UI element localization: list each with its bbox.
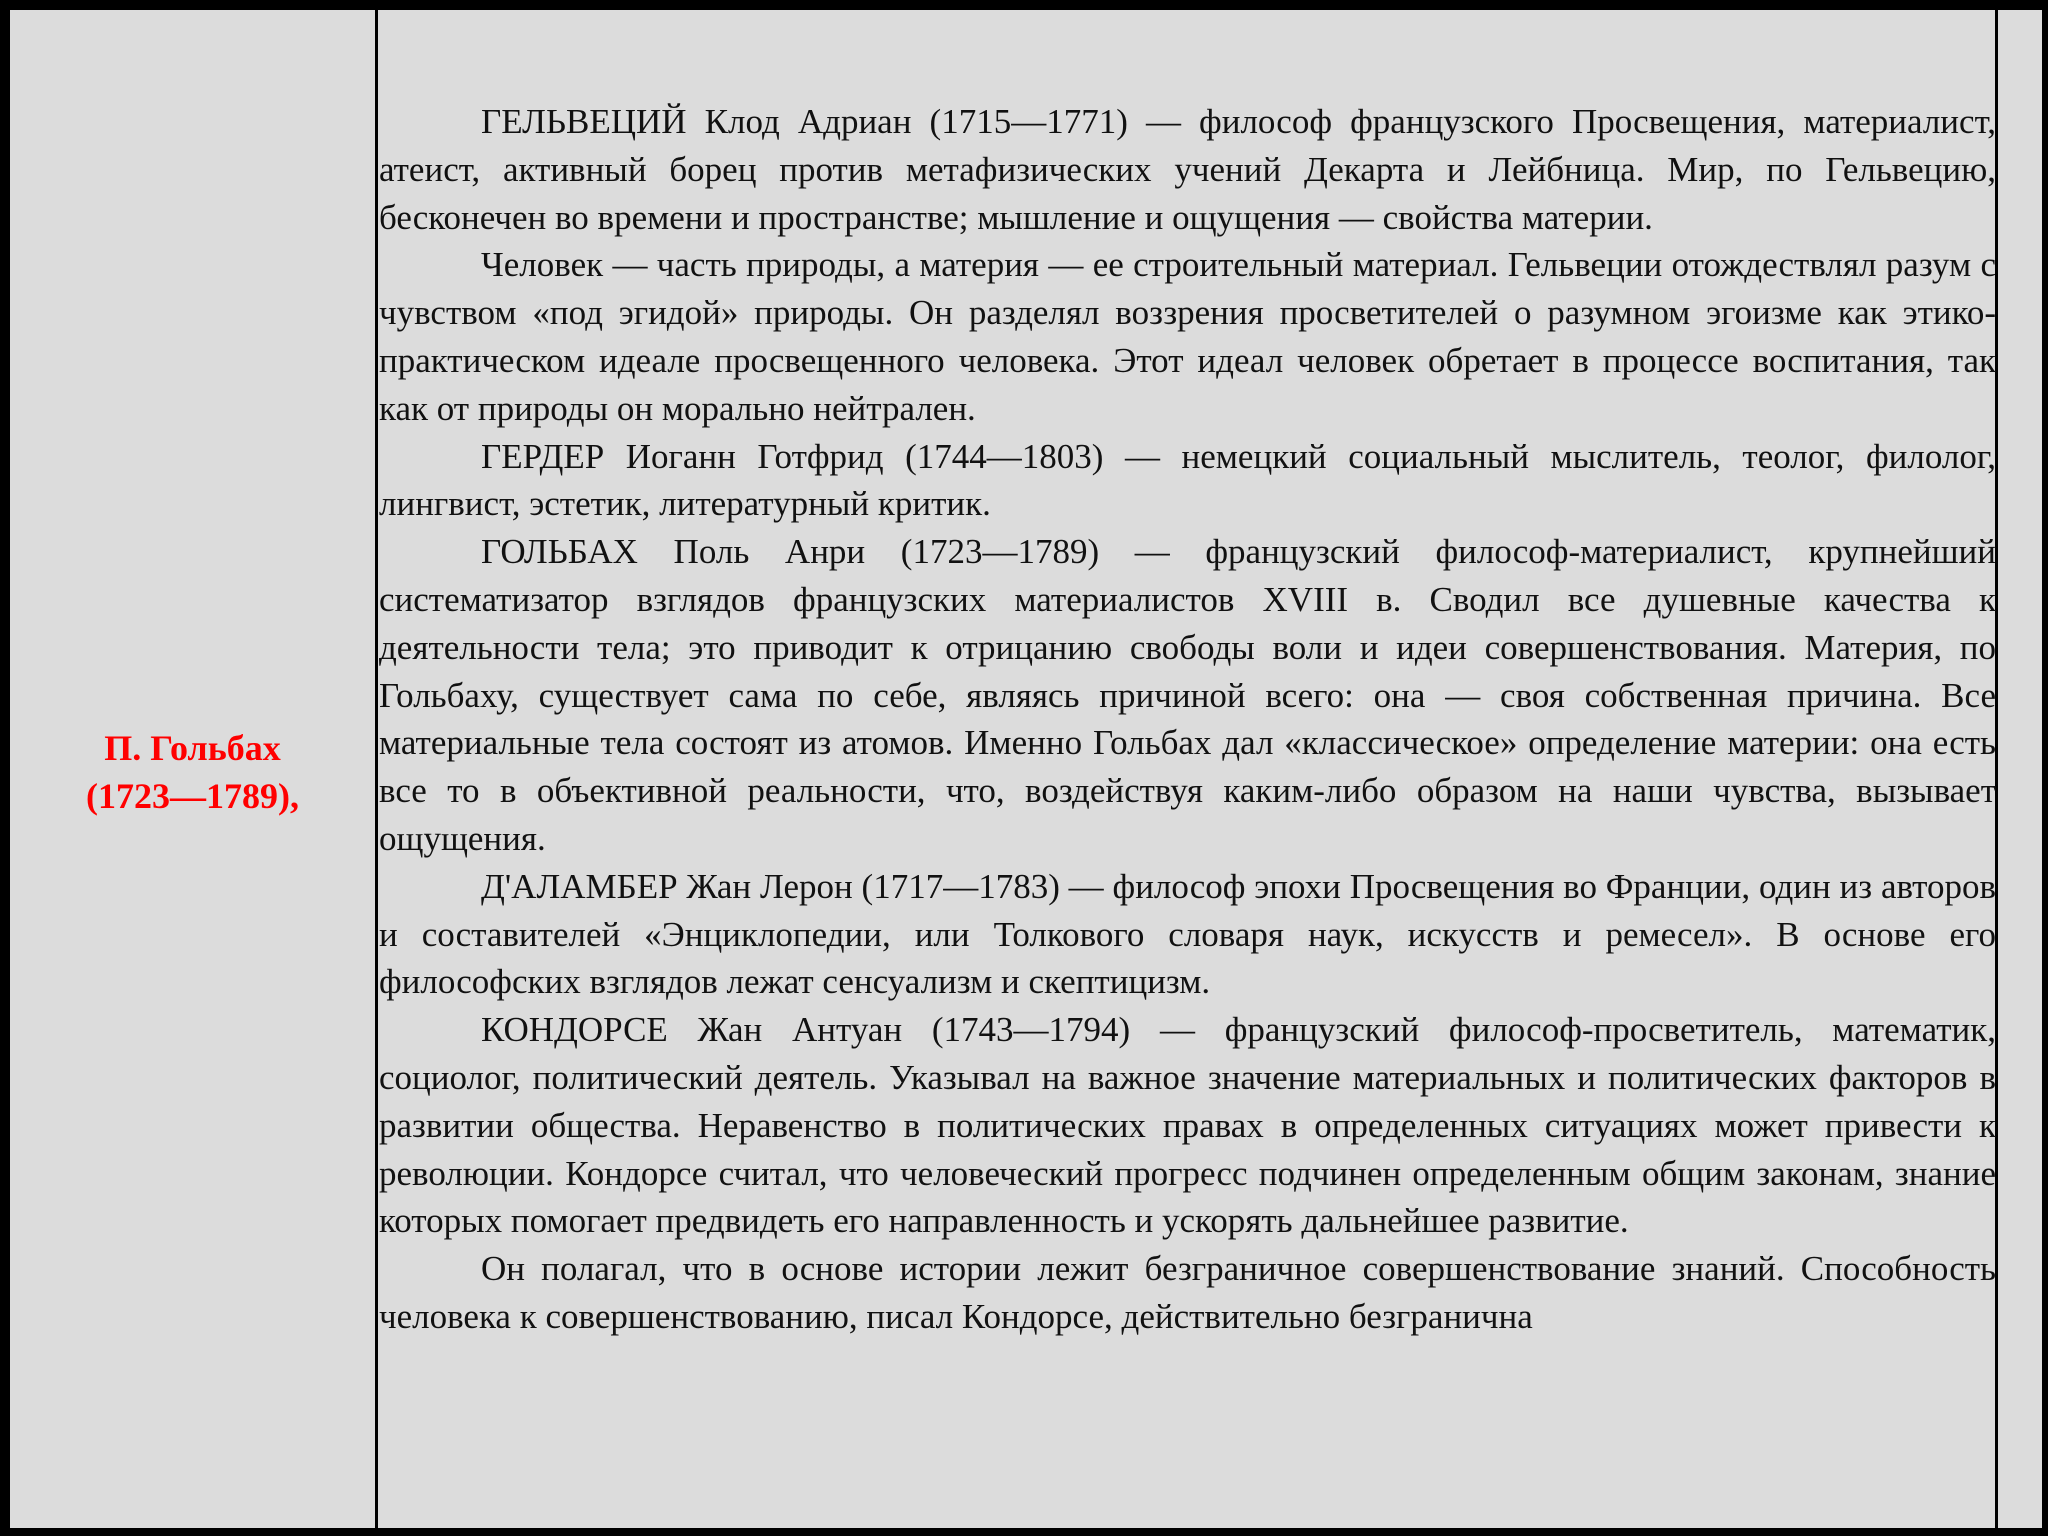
text-cell [379, 98, 1996, 1341]
paragraph-herder: ГЕРДЕР Иоганн Готфрид (1744—1803) — немецкий социальный мыслитель, теолог, филолог, лингвист, эстетик, литературный критик. [379, 436, 1996, 524]
paragraph-condorcet-progress: Он полагал, что в основе истории лежит безграничное совершенствование знаний. Способность человека к совершенствованию, писал Кондорсе, действительно безгранична [379, 1249, 1996, 1336]
paragraph-helvetius: ГЕЛЬВЕЦИЙ Клод Адриан (1715—1771) — философ французского Просвещения, материалист, атеист, активный борец против метафизических учений Декарта и Лейбница. Мир, по Гельвецию, бесконечен во времени и пространстве; мышление и ощущения — свойства материи. [379, 102, 1996, 237]
philosopher-name [86, 724, 299, 820]
paragraph-condorcet: КОНДОРСЕ Жан Антуан (1743—1794) — французский философ-просветитель, математик, социолог, политический деятель. Указывал на важное значение материальных и политических факторов в развитии общества. Неравенство в политических правах в определенных ситуациях может привести к революции. Кондорсе считал, что человеческий прогресс подчинен определенным общим законам, знание которых помогает предвидеть его направленность и ускорять дальнейшее развитие. [379, 1010, 1996, 1241]
paragraph-helvetius-human: Человек — часть природы, а материя — ее строительный материал. Гельвеции отождествлял разум с чувством «под эгидой» природы. Он разделял воззрения просветителей о разумном эгоизме как этико-практическом идеале просвещенного человека. Этот идеал человек обретает в процессе воспитания, так как от природы он морально нейтрален. [379, 245, 1996, 428]
name-cell [10, 10, 375, 1528]
philosopher-name-line1: П. Гольбах [104, 728, 281, 768]
philosopher-name-line2: (1723—1789), [86, 776, 299, 816]
column-divider-left [375, 10, 378, 1528]
paragraph-holbach: ГОЛЬБАХ Поль Анри (1723—1789) — французский философ-материалист, крупнейший систематизатор взглядов французских материалистов XVIII в. Сводил все душевные качества к деятельности тела; это приводит к отрицанию свободы воли и идеи совершенствования. Материя, по Гольбаху, существует сама по себе, являясь причиной всего: она — своя собственная причина. Все материальные тела состоят из атомов. Именно Гольбах дал «классическое» определение материи: она есть все то в объективной реальности, что, воздействуя каким-либо образом на наши чувства, вызывает ощущения. [379, 532, 1996, 858]
paragraph-dalembert: Д'АЛАМБЕР Жан Лерон (1717—1783) — философ эпохи Просвещения во Франции, один из авторов и составителей «Энциклопедии, или Толкового словаря наук, искусств и ремесел». В основе его философских взглядов лежат сенсуализм и скептицизм. [379, 866, 1996, 1002]
